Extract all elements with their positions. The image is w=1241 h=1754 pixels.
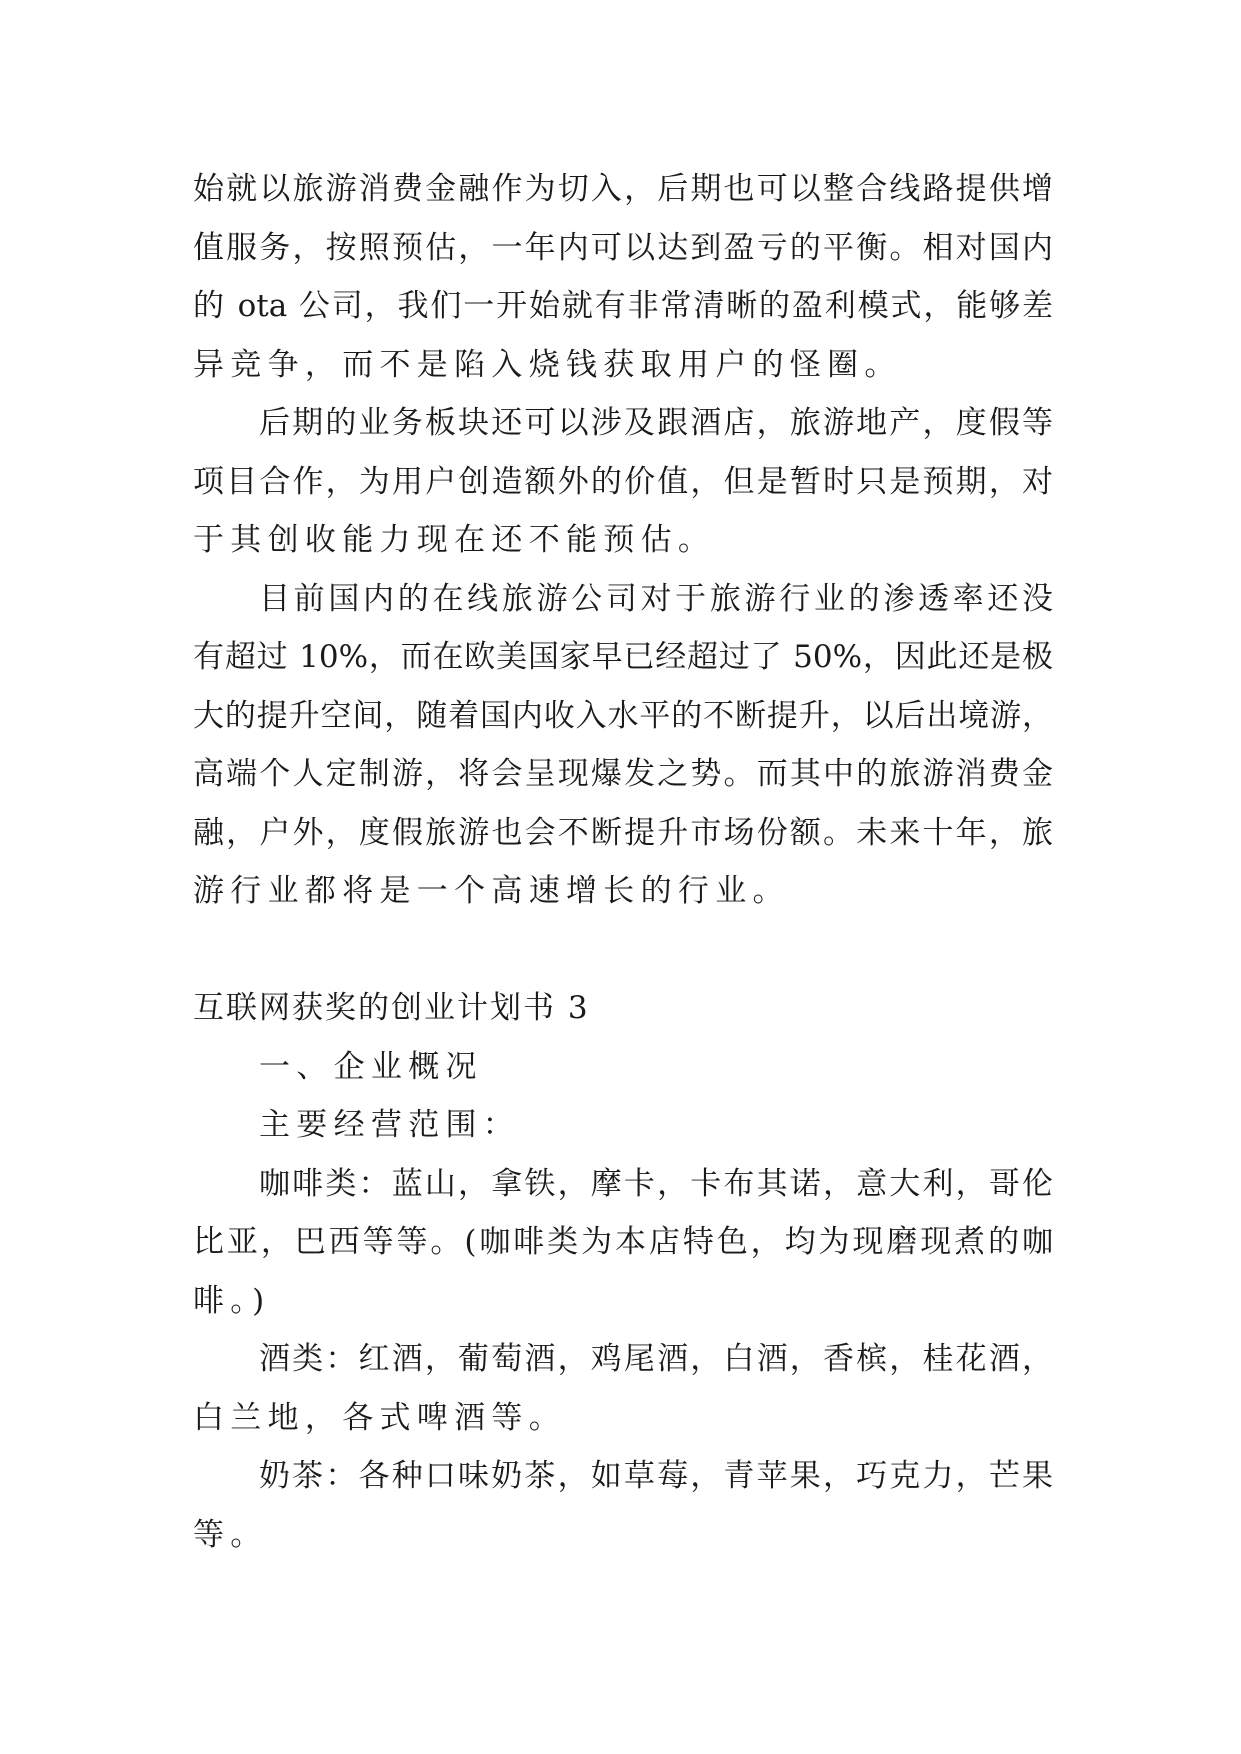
text-line: 融，户外，度假旅游也会不断提升市场份额。未来十年，旅 <box>193 814 1053 851</box>
paragraph <box>193 1447 1053 1564</box>
section-title: 互联网获奖的创业计划书 3 <box>193 990 590 1026</box>
blank-line <box>193 921 1053 980</box>
paragraph <box>193 1096 1053 1155</box>
text-line: 目前国内的在线旅游公司对于旅游行业的渗透率还没 <box>259 580 1053 617</box>
text-line: 等。 <box>193 1516 268 1553</box>
text-line: 游行业都将是一个高速增长的行业。 <box>193 873 790 909</box>
text-line: 的 ota 公司，我们一开始就有非常清晰的盈利模式，能够差 <box>193 288 1053 324</box>
text-line: 始就以旅游消费金融作为切入，后期也可以整合线路提供增 <box>193 171 1053 207</box>
text-line: 一、企业概况 <box>259 1048 483 1085</box>
text-line: 大的提升空间，随着国内收入水平的不断提升，以后出境游， <box>193 697 1053 734</box>
text-line: 后期的业务板块还可以涉及跟酒店，旅游地产，度假等 <box>259 405 1053 441</box>
text-line: 主要经营范围： <box>259 1107 521 1143</box>
text-line: 异竞争，而不是陷入烧钱获取用户的怪圈。 <box>193 346 902 383</box>
text-line: 高端个人定制游，将会呈现爆发之势。而其中的旅游消费金 <box>193 756 1053 792</box>
text-line: 咖啡类：蓝山，拿铁，摩卡，卡布其诺，意大利，哥伦 <box>259 1165 1053 1202</box>
document-body <box>193 160 1053 1564</box>
paragraph <box>193 1155 1053 1331</box>
text-line: 白兰地，各式啤酒等。 <box>193 1399 566 1436</box>
paragraph <box>193 570 1053 921</box>
text-line: 比亚，巴西等等。(咖啡类为本店特色，均为现磨现煮的咖 <box>193 1224 1053 1260</box>
paragraph <box>193 394 1053 570</box>
text-line: 有超过 10%，而在欧美国家早已经超过了 50%，因此还是极 <box>193 639 1053 675</box>
text-line: 啡。) <box>193 1282 271 1319</box>
text-line: 奶茶：各种口味奶茶，如草莓，青苹果，巧克力，芒果 <box>259 1458 1053 1494</box>
text-line: 酒类：红酒，葡萄酒，鸡尾酒，白酒，香槟，桂花酒， <box>259 1341 1053 1377</box>
paragraph <box>193 160 1053 394</box>
paragraph <box>193 1038 1053 1097</box>
paragraph <box>193 1330 1053 1447</box>
text-line: 项目合作，为用户创造额外的价值，但是暂时只是预期，对 <box>193 463 1053 500</box>
text-line: 于其创收能力现在还不能预估。 <box>193 522 716 558</box>
text-line: 值服务，按照预估，一年内可以达到盈亏的平衡。相对国内 <box>193 229 1053 266</box>
